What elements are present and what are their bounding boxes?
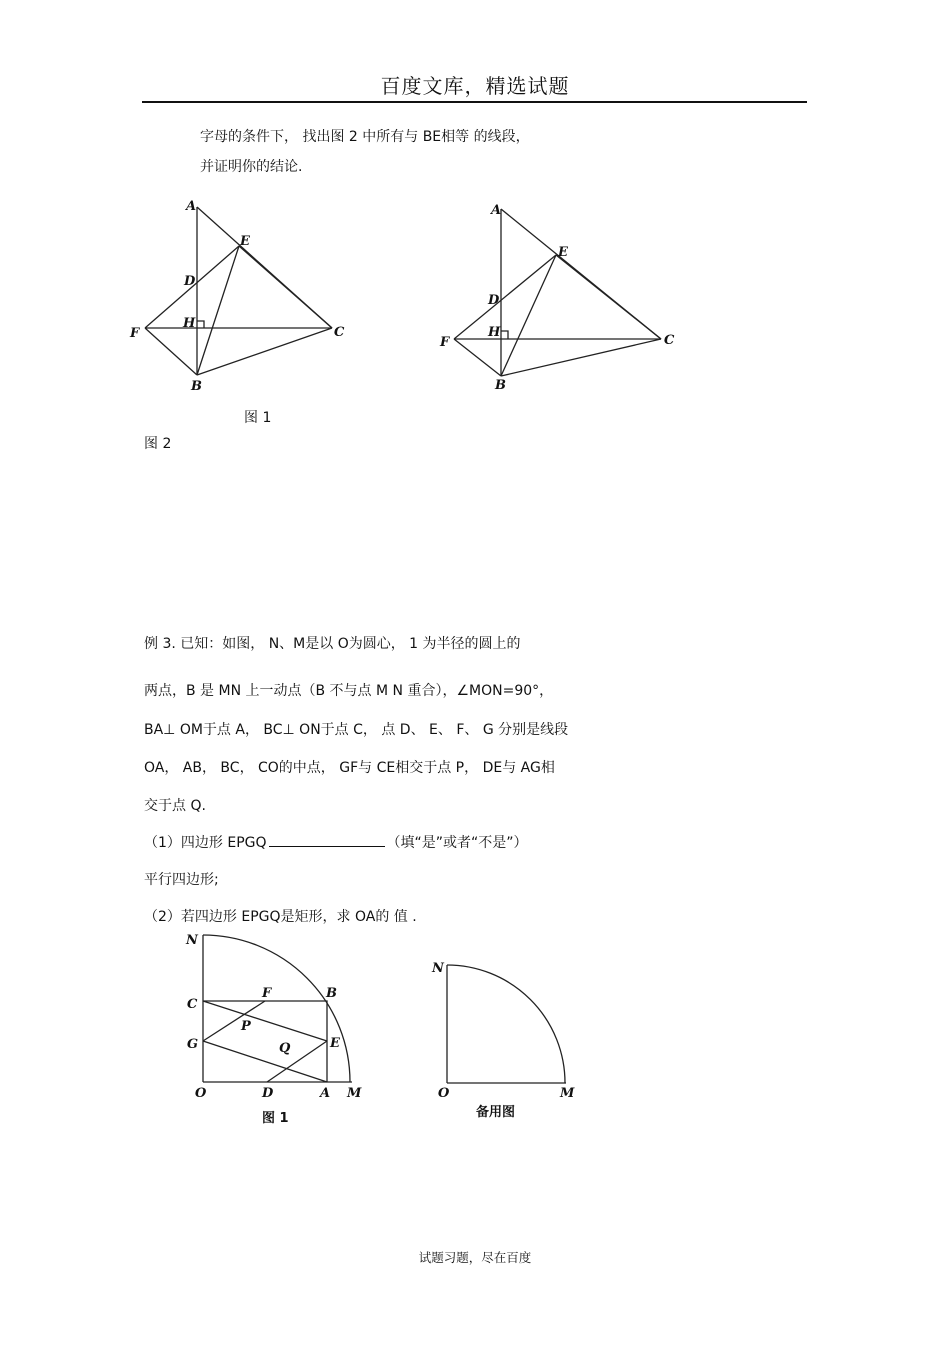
figure-quarter-circle-1: [185, 933, 362, 1126]
label-A: A: [186, 199, 197, 214]
label-N: N: [432, 961, 444, 976]
label-P: P: [241, 1019, 251, 1034]
label-F: F: [440, 335, 450, 350]
label-O: O: [195, 1086, 207, 1101]
intro-line-1: 字母的条件下， 找出图 2 中所有与 BE相等 的线段，: [200, 129, 530, 145]
figure-1-left: [129, 199, 345, 394]
label-M: M: [347, 1086, 362, 1101]
label-A: A: [491, 203, 502, 218]
label-N: N: [186, 933, 198, 948]
question-1: [144, 832, 528, 852]
label-O: O: [438, 1086, 450, 1101]
header-rule: [142, 101, 807, 103]
label-H: H: [488, 325, 501, 340]
label-E: E: [558, 245, 568, 260]
question-1-prefix: （1）四边形 EPGQ: [144, 835, 267, 851]
footer-text: 试题习题，尽在百度: [418, 1250, 532, 1265]
figure-1-caption: 图 1: [244, 410, 272, 426]
label-B: B: [191, 379, 202, 394]
label-F: F: [262, 986, 272, 1001]
label-E: E: [240, 234, 250, 249]
spare-figure-caption: 备用图: [476, 1105, 516, 1120]
question-1-suffix: （填“是”或者“不是”）: [386, 835, 528, 851]
page-title: 百度文库，精选试题: [380, 74, 570, 98]
label-D: D: [184, 274, 196, 289]
label-G: G: [187, 1037, 199, 1052]
label-C: C: [334, 325, 345, 340]
intro-line-2: 并证明你的结论.: [200, 159, 303, 175]
label-Q: Q: [279, 1041, 291, 1056]
triangle-figures: [120, 190, 700, 405]
example3-line-2: 两点，B 是 MN 上一动点（B 不与点 M N 重合），∠MON=90°，: [144, 683, 554, 699]
example3-line-3: BA⊥ OM于点 A， BC⊥ ON于点 C， 点 D、 E、 F、 G 分别是线段: [144, 722, 569, 738]
label-F: F: [130, 326, 140, 341]
question-1-line-2: 平行四边形;: [144, 872, 219, 888]
label-B: B: [495, 378, 506, 393]
label-D: D: [262, 1086, 274, 1101]
label-C: C: [187, 997, 198, 1012]
example3-line-5: 交于点 Q.: [144, 798, 206, 814]
example3-line-4: OA， AB， BC， CO的中点， GF与 CE相交于点 P， DE与 AG相: [144, 760, 555, 776]
example3-line-1: 例 3. 已知：如图， N、M是以 O为圆心， 1 为半径的圆上的: [144, 636, 521, 652]
figure-2-caption: 图 2: [144, 436, 172, 452]
label-E: E: [330, 1036, 340, 1051]
quarter-circle-figures: [180, 925, 600, 1135]
label-C: C: [664, 333, 675, 348]
figure-spare: [431, 961, 575, 1120]
figure-1-caption-bottom: 图 1: [262, 1111, 289, 1126]
label-D: D: [488, 293, 500, 308]
answer-blank[interactable]: [269, 832, 385, 847]
label-B: B: [326, 986, 337, 1001]
label-H: H: [183, 316, 196, 331]
figure-2-right: [439, 203, 675, 393]
label-A: A: [320, 1086, 331, 1101]
question-2: （2）若四边形 EPGQ是矩形，求 OA的 值 .: [144, 909, 417, 925]
label-M: M: [560, 1086, 575, 1101]
